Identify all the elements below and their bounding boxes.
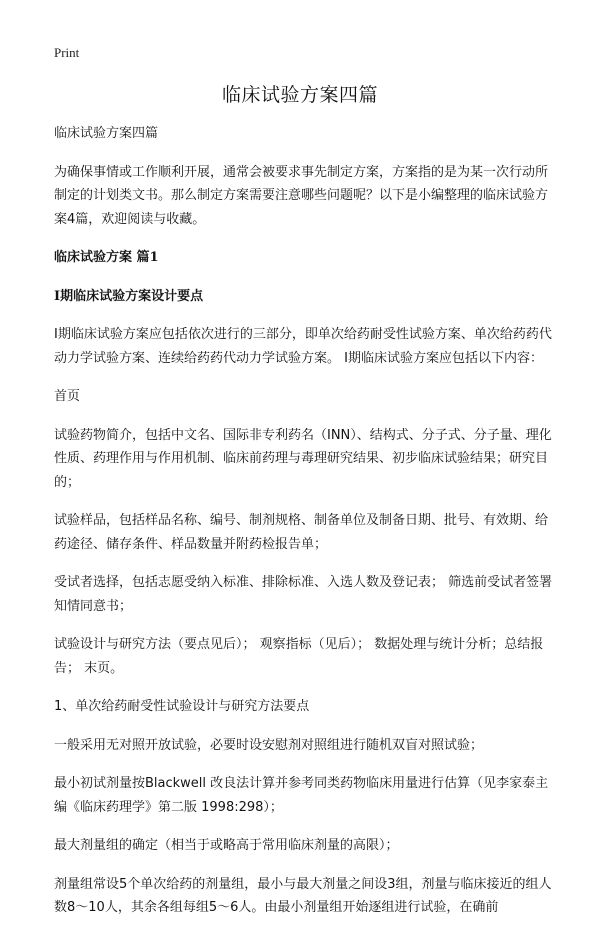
paragraph: 最大剂量组的确定（相当于或略高于常用临床剂量的高限）； [54, 838, 399, 853]
paragraph: 为确保事情或工作顺利开展，通常会被要求事先制定方案，方案指的是为某一次行动所制定的计划类文书。那么制定方案需要注意哪些问题呢？以下是小编整理的临床试验方案4篇，欢迎阅读与收藏。 [54, 164, 549, 227]
paragraph: I期临床试验方案应包括依次进行的三部分，即单次给药耐受性试验方案、单次给药药代动力学试验方案、连续给药药代动力学试验方案。 I期临床试验方案应包括以下内容： [54, 327, 552, 366]
paragraph: 最小初试剂量按Blackwell 改良法计算并参考同类药物临床用量进行估算（见李家泰主编《临床药理学》第二版 1998:298）； [54, 776, 549, 815]
paragraph: 临床试验方案四篇 [54, 126, 159, 141]
paragraph: 受试者选择，包括志愿受纳入标准、排除标准、入选人数及登记表； 筛选前受试者签署知情同意书； [54, 575, 553, 614]
document-body [54, 122, 554, 935]
page-title: 临床试验方案四篇 [221, 84, 378, 106]
section-subheading: I期临床试验方案设计要点 [54, 288, 204, 304]
paragraph: 一般采用无对照开放试验，必要时设安慰剂对照组进行随机双盲对照试验； [54, 737, 484, 753]
paragraph: 试验药物简介，包括中文名、国际非专利药名（INN）、结构式、分子式、分子量、理化性质、药理作用与作用机制、临床前药理与毒理研究结果、初步临床试验结果；研究目的； [54, 427, 552, 490]
paragraph: 剂量组常设5个单次给药的剂量组，最小与最大剂量之间设3组，剂量与临床接近的组人数8～10人，其余各组每组5～6人。由最小剂量组开始逐组进行试验，在确前 [54, 876, 552, 915]
print-link[interactable]: Print [54, 45, 80, 60]
paragraph: 1、单次给药耐受性试验设计与研究方法要点 [54, 699, 310, 714]
paragraph: 首页 [54, 389, 81, 404]
paragraph: 试验设计与研究方法（要点见后）； 观察指标（见后）； 数据处理与统计分析；总结报告； 末页。 [54, 637, 544, 676]
paragraph: 试验样品，包括样品名称、编号、制剂规格、制备单位及制备日期、批号、有效期、给药途径、储存条件、样品数量并附药检报告单； [54, 513, 549, 552]
section-heading: 临床试验方案 篇1 [54, 250, 159, 265]
